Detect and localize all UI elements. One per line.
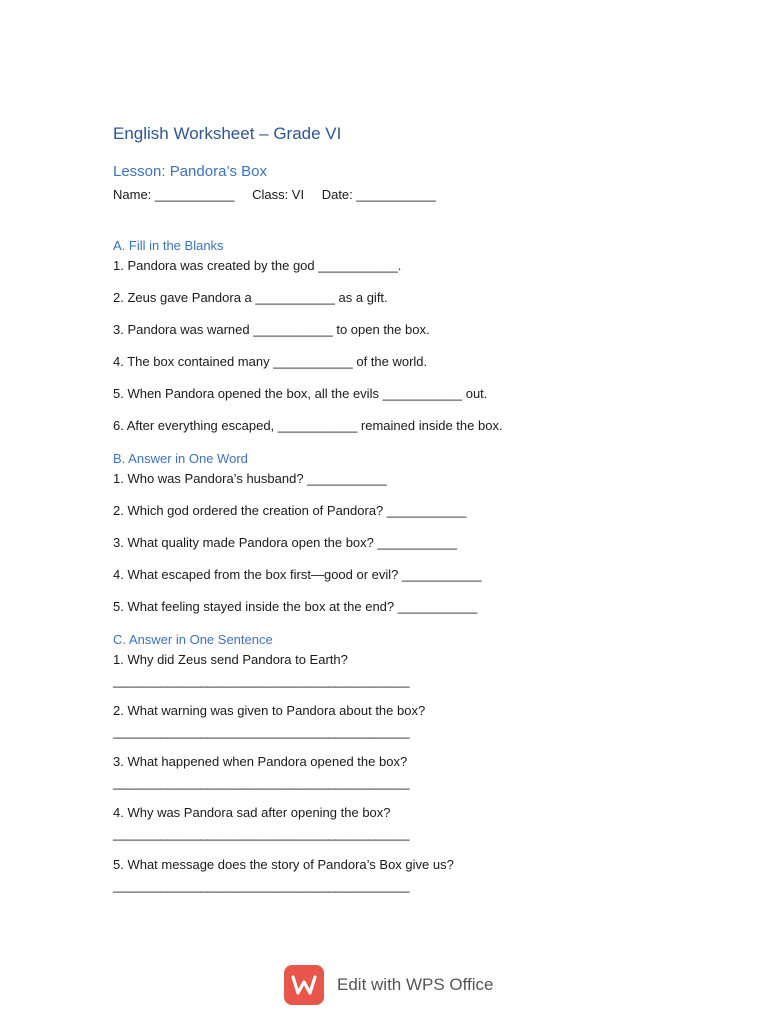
section-b-question: 4. What escaped from the box first—good or evil? ___________ [113,567,482,582]
section-b-question: 2. Which god ordered the creation of Pandora? ___________ [113,503,467,518]
section-c-question: 1. Why did Zeus send Pandora to Earth? [113,652,348,667]
lesson-title: Lesson: Pandora’s Box [113,163,267,180]
edit-with-wps-label[interactable]: Edit with WPS Office [337,975,494,994]
section-b-question: 5. What feeling stayed inside the box at the end? ___________ [113,599,478,614]
answer-line: ____________________________________________ [113,826,410,841]
answer-line: ____________________________________________ [113,878,410,893]
section-c-question: 2. What warning was given to Pandora about the box? [113,703,426,718]
section-a-question: 1. Pandora was created by the god ___________. [113,258,402,273]
section-a-question: 5. When Pandora opened the box, all the evils ___________ out. [113,386,488,401]
section-c-question: 3. What happened when Pandora opened the box? [113,754,408,769]
wps-edit-banner[interactable] [284,965,494,1005]
section-a-question: 3. Pandora was warned ___________ to open the box. [113,322,430,337]
section-c-question: 5. What message does the story of Pandora’s Box give us? [113,857,454,872]
answer-line: ____________________________________________ [113,724,410,739]
class-field: Class: VI [252,187,305,202]
student-info-row [113,187,436,202]
name-field: Name: ___________ [113,187,235,202]
section-b-heading: B. Answer in One Word [113,451,248,466]
section-a-heading: A. Fill in the Blanks [113,238,224,253]
answer-line: ____________________________________________ [113,775,410,790]
wps-logo-icon[interactable] [284,965,324,1005]
date-field: Date: ___________ [321,187,436,202]
section-b-question: 3. What quality made Pandora open the box? ___________ [113,535,458,550]
section-b-question: 1. Who was Pandora’s husband? ___________ [113,471,387,486]
section-a-question: 4. The box contained many ___________ of the world. [113,354,428,369]
section-a-question: 2. Zeus gave Pandora a ___________ as a gift. [113,290,388,305]
answer-line: ____________________________________________ [113,673,410,688]
section-c-question: 4. Why was Pandora sad after opening the box? [113,805,391,820]
section-a-question: 6. After everything escaped, ___________ remained inside the box. [113,418,503,433]
page-title: English Worksheet – Grade VI [113,124,342,143]
section-c-heading: C. Answer in One Sentence [113,632,273,647]
